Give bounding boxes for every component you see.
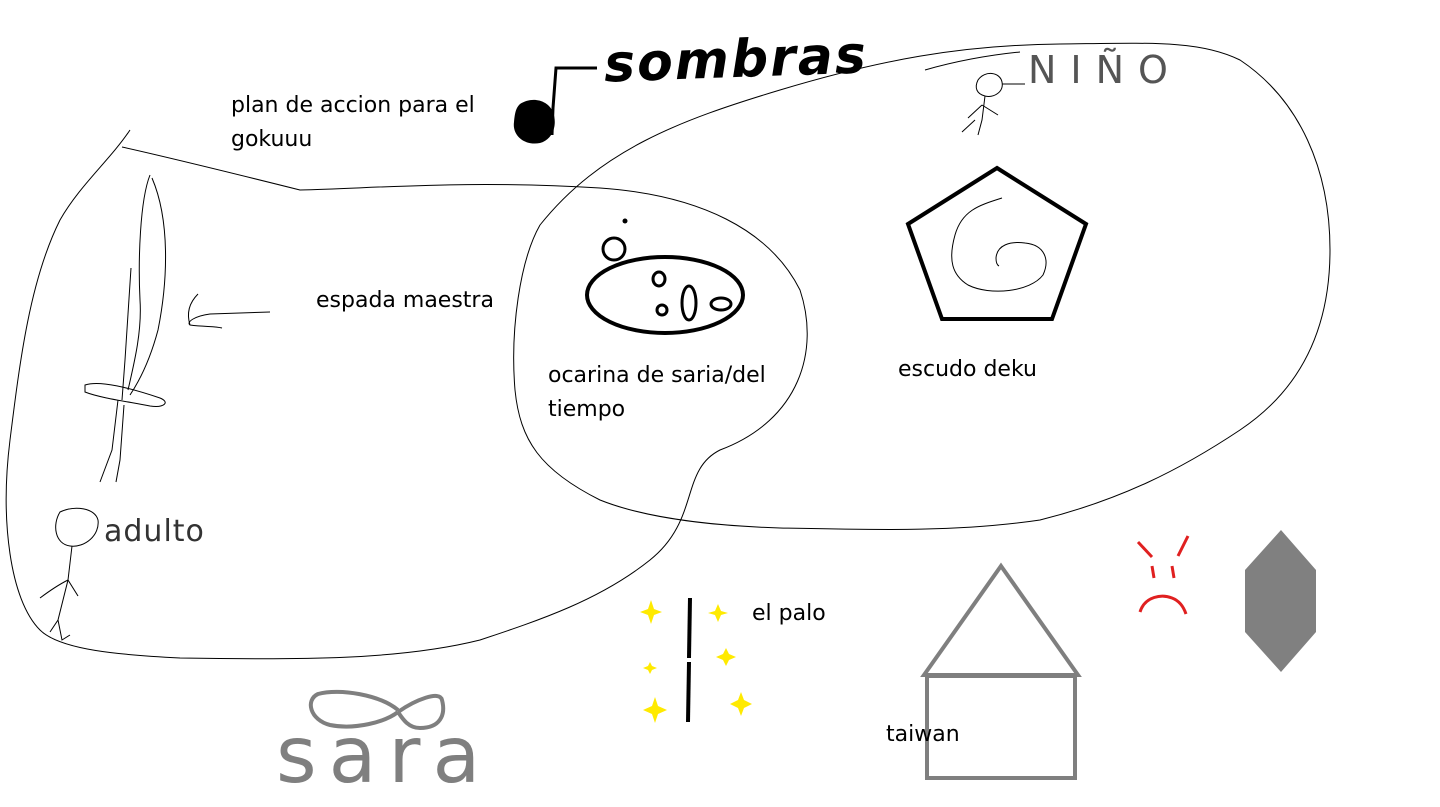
el-palo-drawing	[688, 598, 690, 722]
master-sword-drawing	[85, 175, 166, 482]
adult-region-outline	[6, 130, 807, 659]
sparkle-6	[730, 692, 752, 716]
ocarina-label-line-2: tiempo	[548, 397, 626, 422]
child-region-tail	[925, 52, 1020, 70]
title-line-2: gokuuu	[231, 127, 313, 152]
crystal-shape	[1245, 530, 1316, 672]
sombras-marker	[514, 68, 597, 144]
child-figure-drawing	[962, 73, 1025, 135]
sara-handwritten: sara	[276, 711, 493, 801]
child-region-outline	[514, 43, 1330, 529]
sparkle-2	[708, 604, 728, 622]
espada-maestra-label: espada maestra	[316, 288, 494, 313]
escudo-deku-label: escudo deku	[898, 357, 1037, 382]
title-line-1: plan de accion para el	[231, 93, 475, 118]
sparkle-3	[643, 662, 657, 674]
adulto-handwritten: adulto	[104, 514, 205, 549]
sparkle-1	[640, 600, 662, 624]
sparkle-4	[716, 648, 736, 666]
sparkles-group	[640, 600, 752, 723]
nino-handwritten: NIÑO	[1028, 48, 1182, 92]
arrow-to-sword	[188, 294, 270, 328]
deku-shield-drawing	[908, 168, 1086, 319]
ocarina-label-line-1: ocarina de saria/del	[548, 363, 766, 388]
sombras-handwritten: sombras	[603, 25, 869, 95]
adult-figure-drawing	[40, 508, 98, 640]
taiwan-label: taiwan	[886, 722, 960, 747]
sparkle-5	[643, 697, 667, 723]
el-palo-label: el palo	[752, 601, 826, 626]
ocarina-drawing	[587, 219, 743, 334]
angry-face-drawing	[1138, 536, 1188, 614]
